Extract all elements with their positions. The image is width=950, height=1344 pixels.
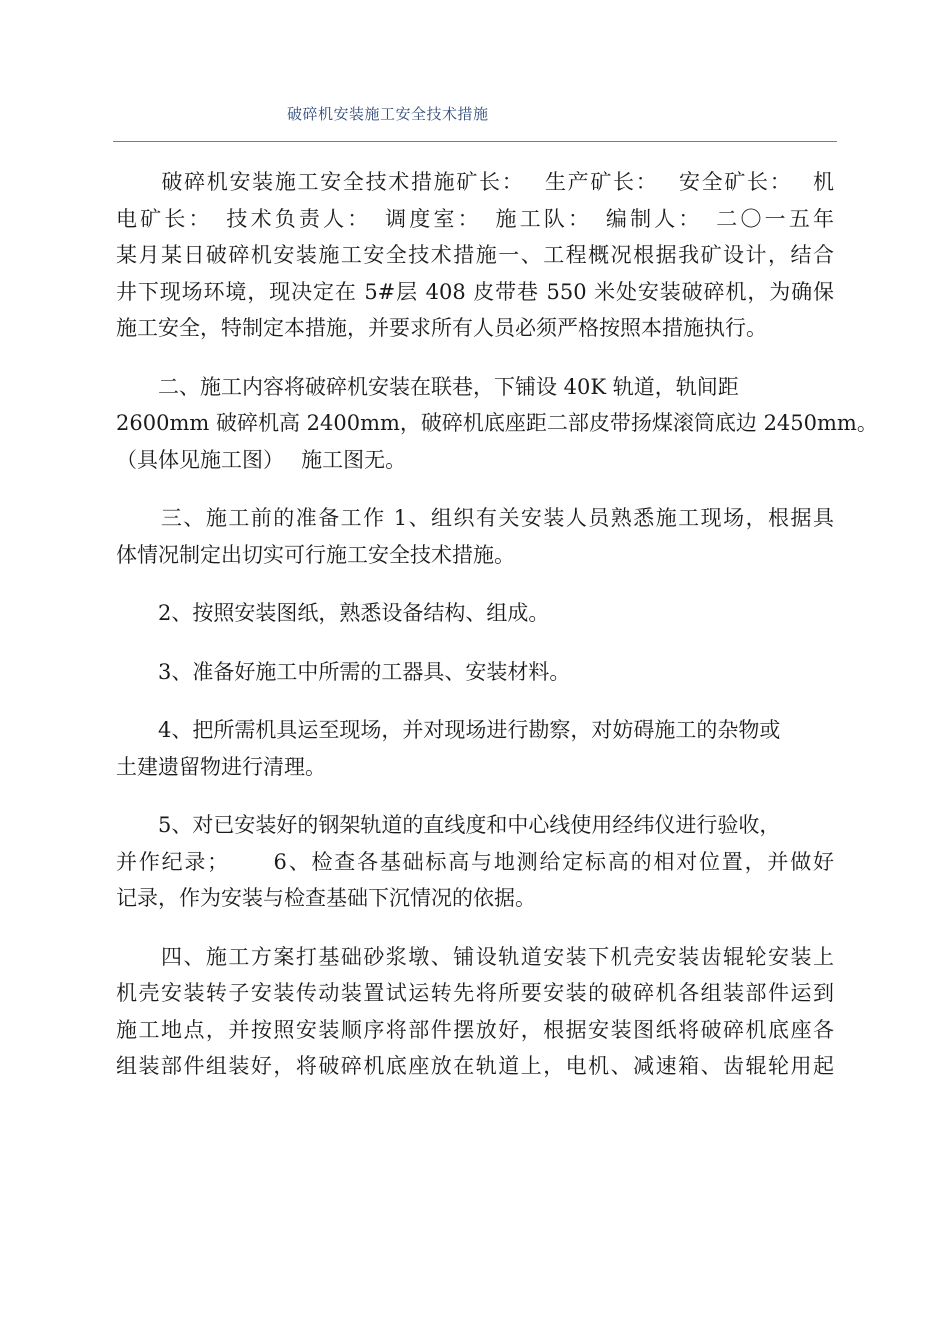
text-line: 3、准备好施工中所需的工器具、安装材料。 [116,659,571,684]
text-line: 记录，作为安装与检查基础下沉情况的依据。 [116,886,536,910]
paragraph-preparation-5-6 [116,807,834,917]
text-line: 4、把所需机具运至现场，并对现场进行勘察，对妨碍施工的杂物或 [116,718,781,742]
text-line: 井下现场环境，现决定在 5#层 408 皮带巷 550 米处安装破碎机，为确保 [116,279,834,304]
text-line: 并作纪录； 6、检查各基础标高与地测给定标高的相对位置，并做好 [116,849,834,874]
running-header-title: 破碎机安装施工安全技术措施 [287,105,489,123]
paragraph-preparation-3 [116,654,834,691]
paragraph-preparation-4 [116,712,834,785]
text-line: 土建遗留物进行清理。 [116,754,326,779]
paragraph-preparation-2 [116,595,834,632]
text-line: 机壳安装转子安装传动装置试运转先将所要安装的破碎机各组装部件运到 [116,981,834,1005]
paragraph-preparation-1 [116,500,834,573]
header-divider [113,141,837,142]
text-line: （具体见施工图） 施工图无。 [116,447,407,472]
text-line: 电矿长： 技术负责人： 调度室： 施工队： 编制人： 二〇一五年 [116,206,834,231]
text-line: 体情况制定出切实可行施工安全技术措施。 [116,542,515,567]
text-line: 二、施工内容将破碎机安装在联巷，下铺设 40K 轨道，轨间距 [116,374,739,399]
paragraph-construction-plan [116,939,834,1085]
text-line: 施工地点，并按照安装顺序将部件摆放好，根据安装图纸将破碎机底座各 [116,1017,834,1042]
text-line: 破碎机安装施工安全技术措施矿长： 生产矿长： 安全矿长： 机 [116,170,834,194]
text-line: 2600mm 破碎机高 2400mm，破碎机底座距二部皮带扬煤滚筒底边 2450mm。 [116,411,878,435]
text-line: 四、施工方案打基础砂浆墩、铺设轨道安装下机壳安装齿辊轮安装上 [116,944,834,969]
text-line: 三、施工前的准备工作 1、组织有关安装人员熟悉施工现场，根据具 [116,506,834,530]
text-line: 某月某日破碎机安装施工安全技术措施一、工程概况根据我矿设计，结合 [116,243,834,267]
document-body [116,164,878,1107]
text-line: 组装部件组装好，将破碎机底座放在轨道上，电机、减速箱、齿辊轮用起 [116,1054,834,1078]
text-line: 施工安全，特制定本措施，并要求所有人员必须严格按照本措施执行。 [116,316,767,340]
paragraph-construction-content [116,369,878,479]
text-line: 2、按照安装图纸，熟悉设备结构、组成。 [116,601,550,625]
text-line: 5、对已安装好的钢架轨道的直线度和中心线使用经纬仪进行验收， [116,813,781,837]
paragraph-cover-and-overview [116,164,834,347]
